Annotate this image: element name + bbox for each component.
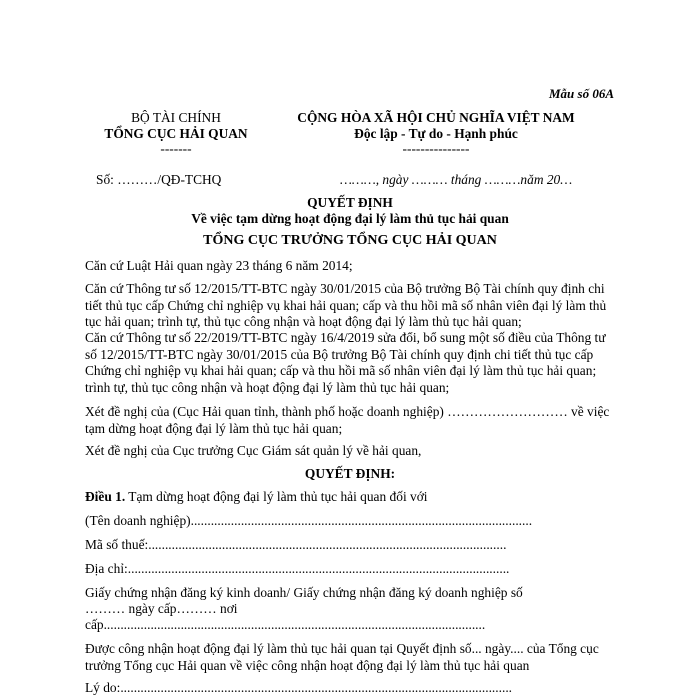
- license-field-line1: Giấy chứng nhận đăng ký kinh doanh/ Giấy chứng nhận đăng ký doanh nghiệp số: [85, 585, 523, 600]
- license-field-line3: cấp..................................................................................................................: [85, 617, 486, 632]
- ministry-name: BỘ TÀI CHÍNH: [131, 110, 221, 125]
- country-name: CỘNG HÒA XÃ HỘI CHỦ NGHĨA VIỆT NAM: [297, 110, 575, 125]
- document-number: Số: ………/QĐ-TCHQ: [96, 172, 222, 187]
- header-right-separator: ---------------: [402, 141, 470, 156]
- proposal-local: Xét đề nghị của (Cục Hải quan tỉnh, thành phố hoặc doanh nghiệp) ……………………… về việc tạm dừng hoạt động đại lý làm thủ tục hải quan;: [85, 404, 610, 436]
- place-date: ………, ngày ……… tháng ………năm 20…: [340, 172, 573, 187]
- tax-code-field: Mã số thuế:...........................................................................................................: [85, 537, 507, 552]
- form-number: Mẫu số 06A: [548, 86, 614, 101]
- article-1-text: Tạm dừng hoạt động đại lý làm thủ tục hải quan đối với: [125, 489, 428, 504]
- address-field: Địa chỉ:..................................................................................................................: [85, 561, 510, 576]
- license-field-line2: ……… ngày cấp……… nơi: [85, 601, 238, 616]
- reason-field: Lý do:.....................................................................................................................: [85, 680, 513, 695]
- document-title: QUYẾT ĐỊNH: [307, 195, 393, 210]
- issuer-title: TỔNG CỤC TRƯỞNG TỔNG CỤC HẢI QUAN: [203, 233, 497, 248]
- national-motto: Độc lập - Tự do - Hạnh phúc: [354, 126, 518, 141]
- recognition-statement: Được công nhận hoạt động đại lý làm thủ tục hải quan tại Quyết định số... ngày.... của Tổng cục trưởng Tổng cục Hải quan về việc công nhận hoạt động đại lý làm thủ tục hải quan: [85, 641, 599, 673]
- article-1-label: Điều 1.: [85, 489, 126, 504]
- proposal-director: Xét đề nghị của Cục trưởng Cục Giám sát quản lý về hải quan,: [85, 443, 422, 458]
- document-subtitle: Về việc tạm dừng hoạt động đại lý làm thủ tục hải quan: [191, 211, 509, 226]
- header-left-separator: -------: [160, 141, 192, 156]
- legal-basis-circular-22: Căn cứ Thông tư số 22/2019/TT-BTC ngày 16/4/2019 sửa đổi, bổ sung một số điều của Thông tư số 12/2015/TT-BTC ngày 30/01/2015 của Bộ trưởng Bộ Tài chính quy định chi tiết thủ tục cấp Chứng chỉ nghiệp vụ khai hải quan; cấp và thu hồi mã số nhân viên đại lý làm thủ tục hải quan; trình tự, thủ tục công nhận và hoạt động đại lý làm thủ tục hải quan;: [85, 330, 606, 395]
- department-name: TỔNG CỤC HẢI QUAN: [104, 126, 248, 141]
- article-1: [85, 489, 428, 505]
- legal-basis-law: Căn cứ Luật Hải quan ngày 23 tháng 6 năm 2014;: [85, 258, 353, 273]
- company-name-field: (Tên doanh nghiệp)......................................................................................................: [85, 513, 533, 528]
- decision-heading: QUYẾT ĐỊNH:: [304, 466, 396, 481]
- legal-basis-circular-12: Căn cứ Thông tư số 12/2015/TT-BTC ngày 30/01/2015 của Bộ trưởng Bộ Tài chính quy định chi tiết thủ tục cấp Chứng chỉ nghiệp vụ khai hải quan; cấp và thu hồi mã số nhân viên đại lý làm thủ tục hải quan; trình tự, thủ tục công nhận và hoạt động đại lý làm thủ tục hải quan;: [85, 281, 607, 329]
